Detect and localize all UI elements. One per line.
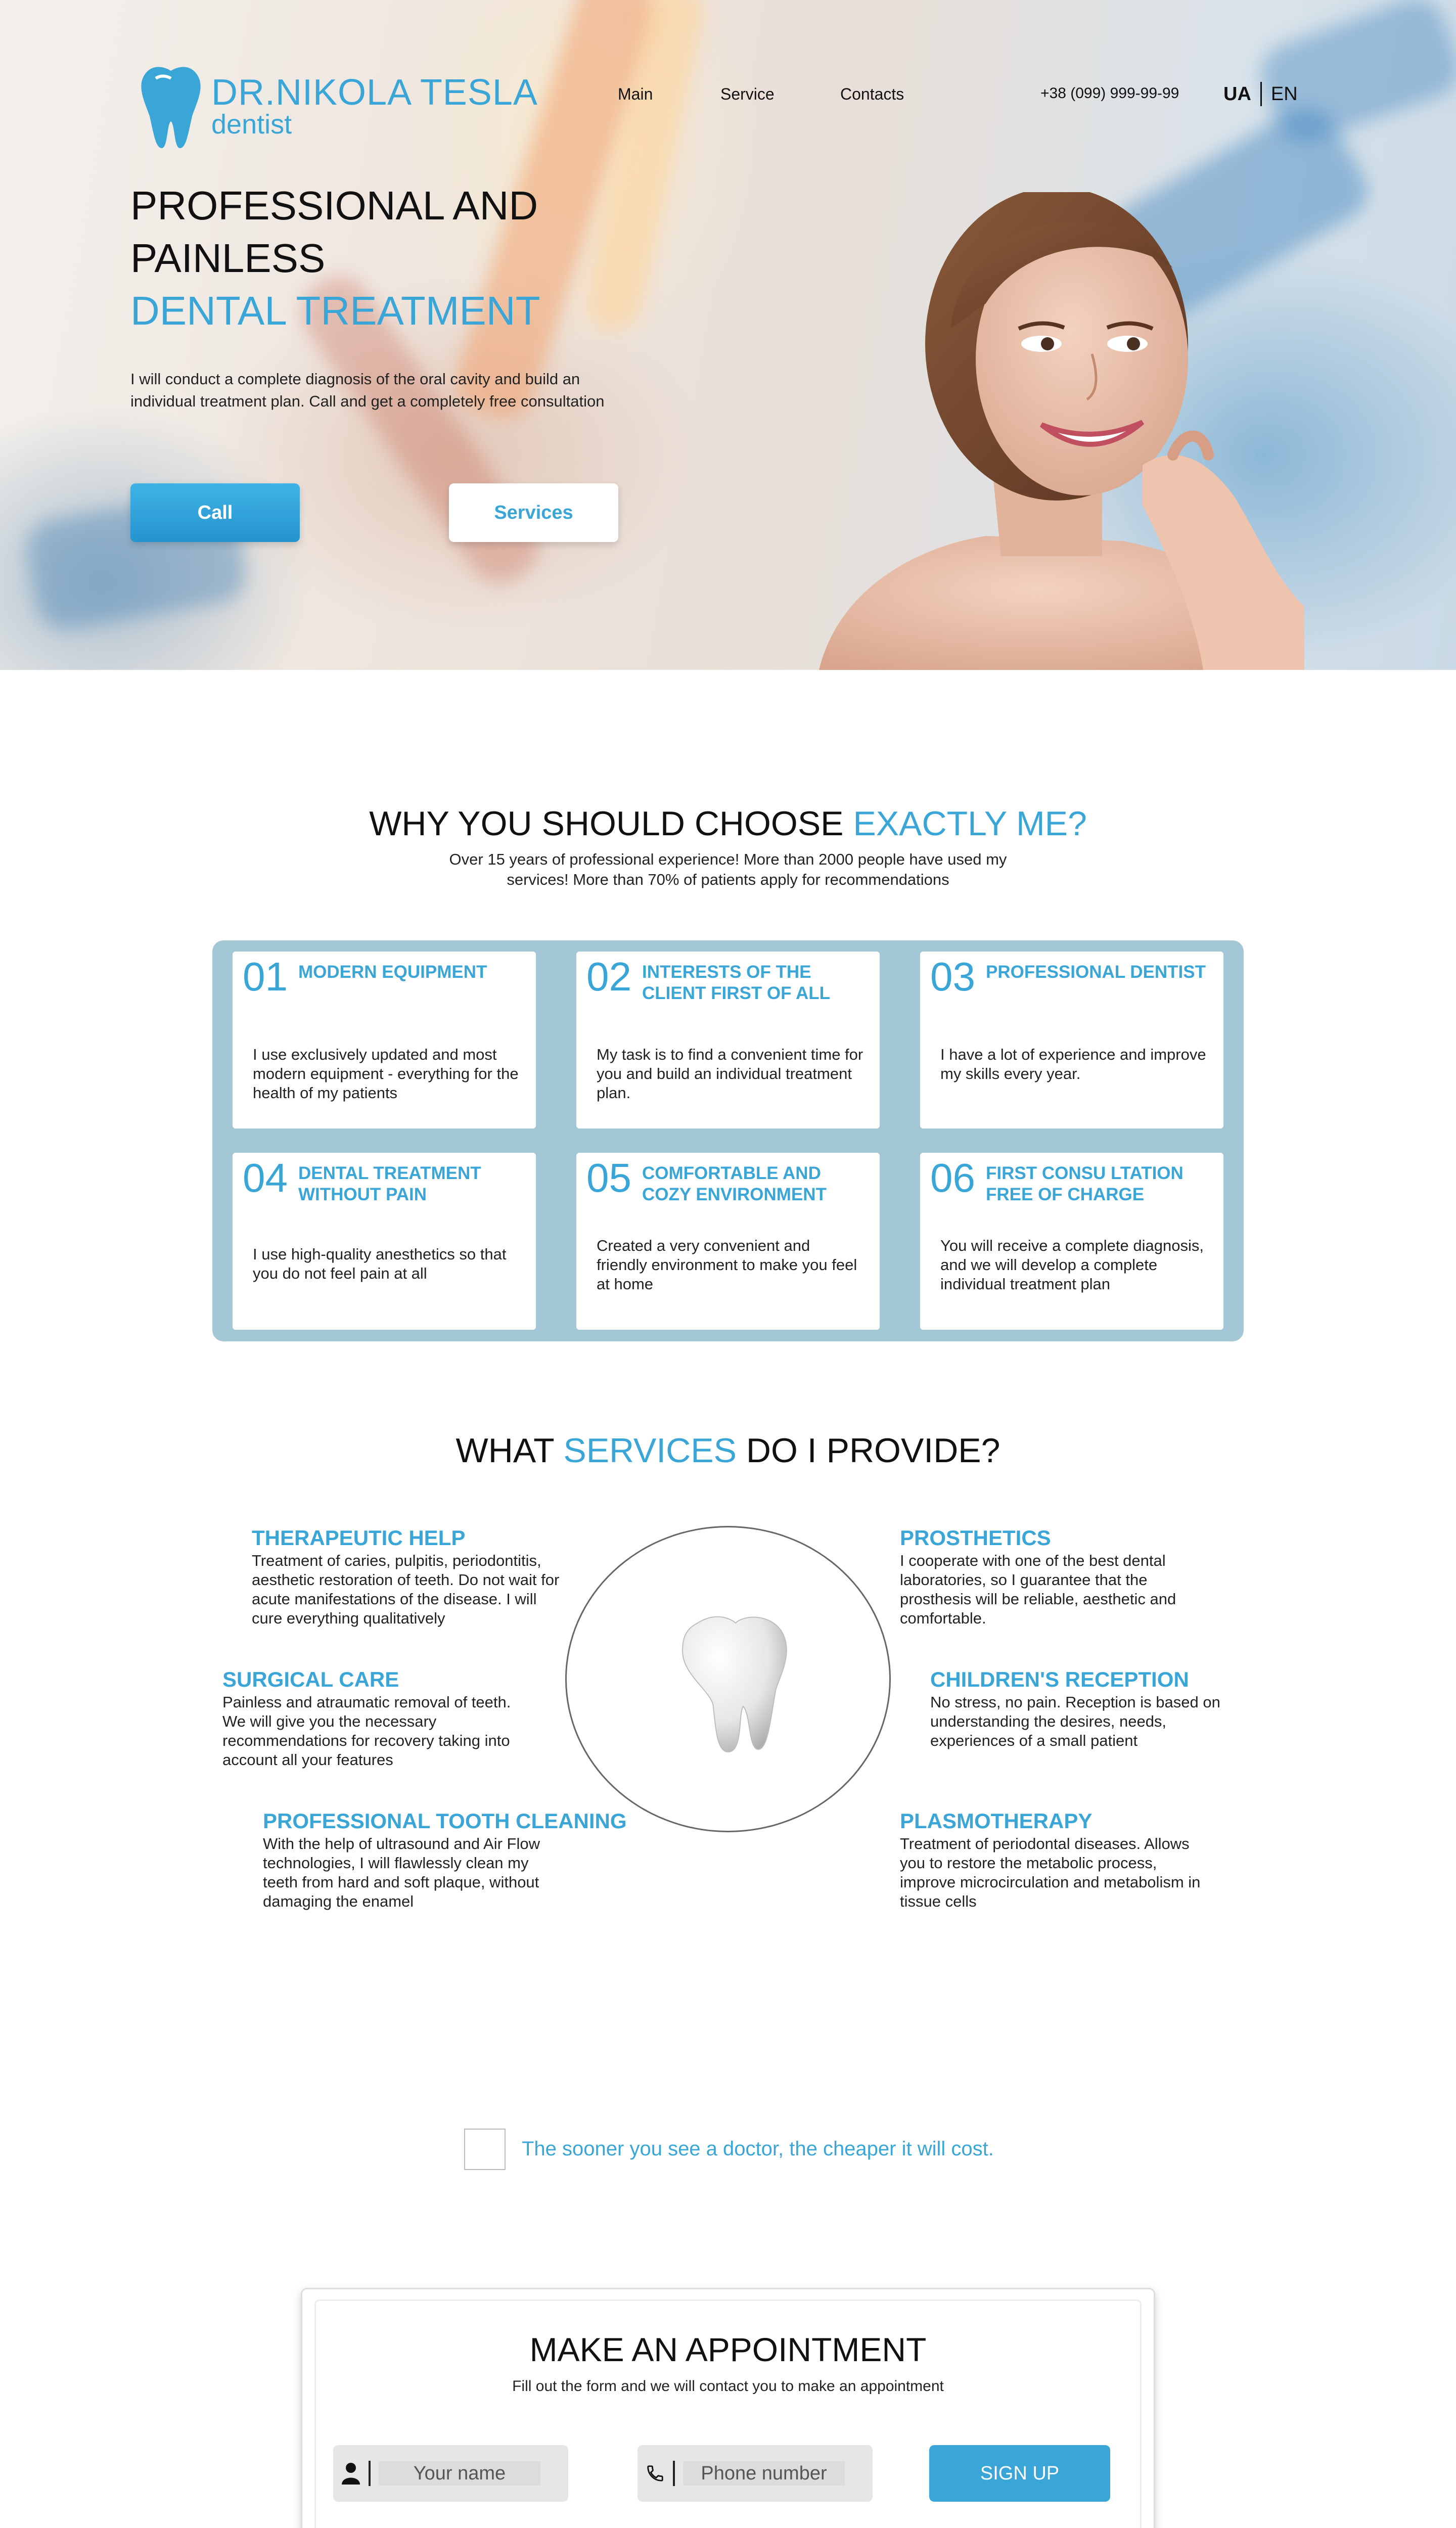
why-subtitle: Over 15 years of professional experience! More than 2000 people have used my services! More than 70% of patients apply for recommendations xyxy=(449,850,1007,888)
tooth-image xyxy=(667,1613,794,1754)
lang-separator xyxy=(1260,82,1262,106)
service-text: I cooperate with one of the best dental laboratories, so I guarantee that the prosthesis will be reliable, aesthetic and comfortable. xyxy=(900,1552,1176,1627)
tooth-logo-icon xyxy=(135,63,206,149)
services-title xyxy=(0,1431,1456,1470)
service-text: Painless and atraumatic removal of teeth. We will give you the necessary recommendations for recovery taking into account all your features xyxy=(222,1693,511,1769)
why-card xyxy=(920,1153,1223,1330)
card-number: 04 xyxy=(243,1155,288,1200)
name-input[interactable] xyxy=(379,2461,540,2486)
why-card xyxy=(576,1153,880,1330)
card-title: FIRST CONSU LTATION FREE OF CHARGE xyxy=(986,1163,1184,1204)
services-title-post: DO I PROVIDE? xyxy=(746,1431,1000,1470)
brand-subtitle: dentist xyxy=(211,109,292,140)
nav-service[interactable]: Service xyxy=(720,85,775,103)
sign-up-button[interactable]: SIGN UP xyxy=(929,2445,1110,2502)
phone-icon xyxy=(638,2464,673,2483)
service-text: No stress, no pain. Reception is based on understanding the desires, needs, experiences of a small patient xyxy=(930,1693,1220,1749)
lang-ua[interactable]: UA xyxy=(1223,83,1251,105)
phone-input[interactable] xyxy=(683,2461,845,2486)
language-switcher xyxy=(1223,82,1298,106)
hero-title-line2: PAINLESS xyxy=(130,236,326,281)
user-icon xyxy=(333,2462,369,2485)
card-title: MODERN EQUIPMENT xyxy=(298,962,487,982)
card-text: You will receive a complete diagnosis, and we will develop a complete individual treatment plan xyxy=(940,1237,1204,1293)
service-text: Treatment of caries, pulpitis, periodontitis, aesthetic restoration of teeth. Do not wait for acute manifestations of the disease. I will cure everything qualitatively xyxy=(252,1552,560,1627)
why-card xyxy=(920,952,1223,1128)
why-title-accent: EXACTLY ME? xyxy=(853,804,1087,843)
service-text: Treatment of periodontal diseases. Allows you to restore the metabolic process, improve microcirculation and metabolism in tissue cells xyxy=(900,1835,1201,1910)
card-number: 05 xyxy=(586,1155,631,1200)
quote-text: The sooner you see a doctor, the cheaper it will cost. xyxy=(522,2138,994,2160)
phone-field[interactable] xyxy=(638,2445,873,2502)
why-title xyxy=(0,804,1456,843)
quote-checkbox[interactable] xyxy=(464,2129,506,2170)
lang-en[interactable]: EN xyxy=(1270,83,1298,105)
header-phone[interactable]: +38 (099) 999-99-99 xyxy=(1040,85,1179,102)
name-field[interactable] xyxy=(333,2445,568,2502)
card-title: DENTAL TREATMENT WITHOUT PAIN xyxy=(298,1163,481,1204)
hero-section xyxy=(0,0,1456,670)
card-number: 06 xyxy=(930,1155,975,1200)
card-title: INTERESTS OF THE CLIENT FIRST OF ALL xyxy=(642,962,830,1003)
appointment-inner xyxy=(314,2299,1142,2528)
services-title-accent: SERVICES xyxy=(563,1431,737,1470)
card-title: COMFORTABLE AND COZY ENVIRONMENT xyxy=(642,1163,827,1204)
card-title: PROFESSIONAL DENTIST xyxy=(986,962,1206,982)
service-title: PROSTHETICS xyxy=(900,1526,1051,1550)
hero-title-accent: DENTAL TREATMENT xyxy=(130,288,540,333)
service-title: THERAPEUTIC HELP xyxy=(252,1526,466,1550)
card-text: I use high-quality anesthetics so that you do not feel pain at all xyxy=(253,1245,507,1282)
services-button[interactable]: Services xyxy=(449,483,618,542)
hero-title-line1: PROFESSIONAL AND xyxy=(130,183,538,228)
service-title: SURGICAL CARE xyxy=(222,1667,399,1691)
appointment-form xyxy=(301,2288,1155,2528)
appointment-subtitle: Fill out the form and we will contact you to make an appointment xyxy=(512,2378,944,2395)
field-divider xyxy=(369,2461,371,2486)
why-card xyxy=(233,952,536,1128)
nav-main[interactable]: Main xyxy=(618,85,653,103)
service-text: With the help of ultrasound and Air Flow technologies, I will flawlessly clean my teeth from hard and soft plaque, without damaging the enamel xyxy=(263,1835,540,1910)
smiling-woman-image xyxy=(819,192,1304,670)
brand-logo[interactable] xyxy=(135,63,538,149)
appointment-title: MAKE AN APPOINTMENT xyxy=(529,2331,927,2368)
why-title-main: WHY YOU SHOULD CHOOSE xyxy=(369,804,844,843)
card-text: I use exclusively updated and most modern equipment - everything for the health of my patients xyxy=(253,1046,519,1102)
hero-headline xyxy=(130,179,585,337)
service-title: CHILDREN'S RECEPTION xyxy=(930,1667,1189,1691)
card-text: My task is to find a convenient time for you and build an individual treatment plan. xyxy=(597,1046,863,1102)
why-cards-panel xyxy=(212,940,1244,1341)
call-button[interactable]: Call xyxy=(130,483,300,542)
card-text: I have a lot of experience and improve my skills every year. xyxy=(940,1046,1206,1082)
hero-description: I will conduct a complete diagnosis of the oral cavity and build an individual treatment plan. Call and get a completely free consultation xyxy=(130,370,605,410)
service-title: PROFESSIONAL TOOTH CLEANING xyxy=(263,1809,627,1833)
card-number: 03 xyxy=(930,954,975,999)
why-card xyxy=(233,1153,536,1330)
nav-contacts[interactable]: Contacts xyxy=(840,85,904,103)
field-divider xyxy=(673,2461,675,2486)
card-text: Created a very convenient and friendly environment to make you feel at home xyxy=(597,1237,857,1293)
service-title: PLASMOTHERAPY xyxy=(900,1809,1093,1833)
why-card xyxy=(576,952,880,1128)
card-number: 01 xyxy=(243,954,288,999)
card-number: 02 xyxy=(586,954,631,999)
brand-name: DR.NIKOLA TESLA xyxy=(211,72,538,113)
services-title-pre: WHAT xyxy=(456,1431,554,1470)
